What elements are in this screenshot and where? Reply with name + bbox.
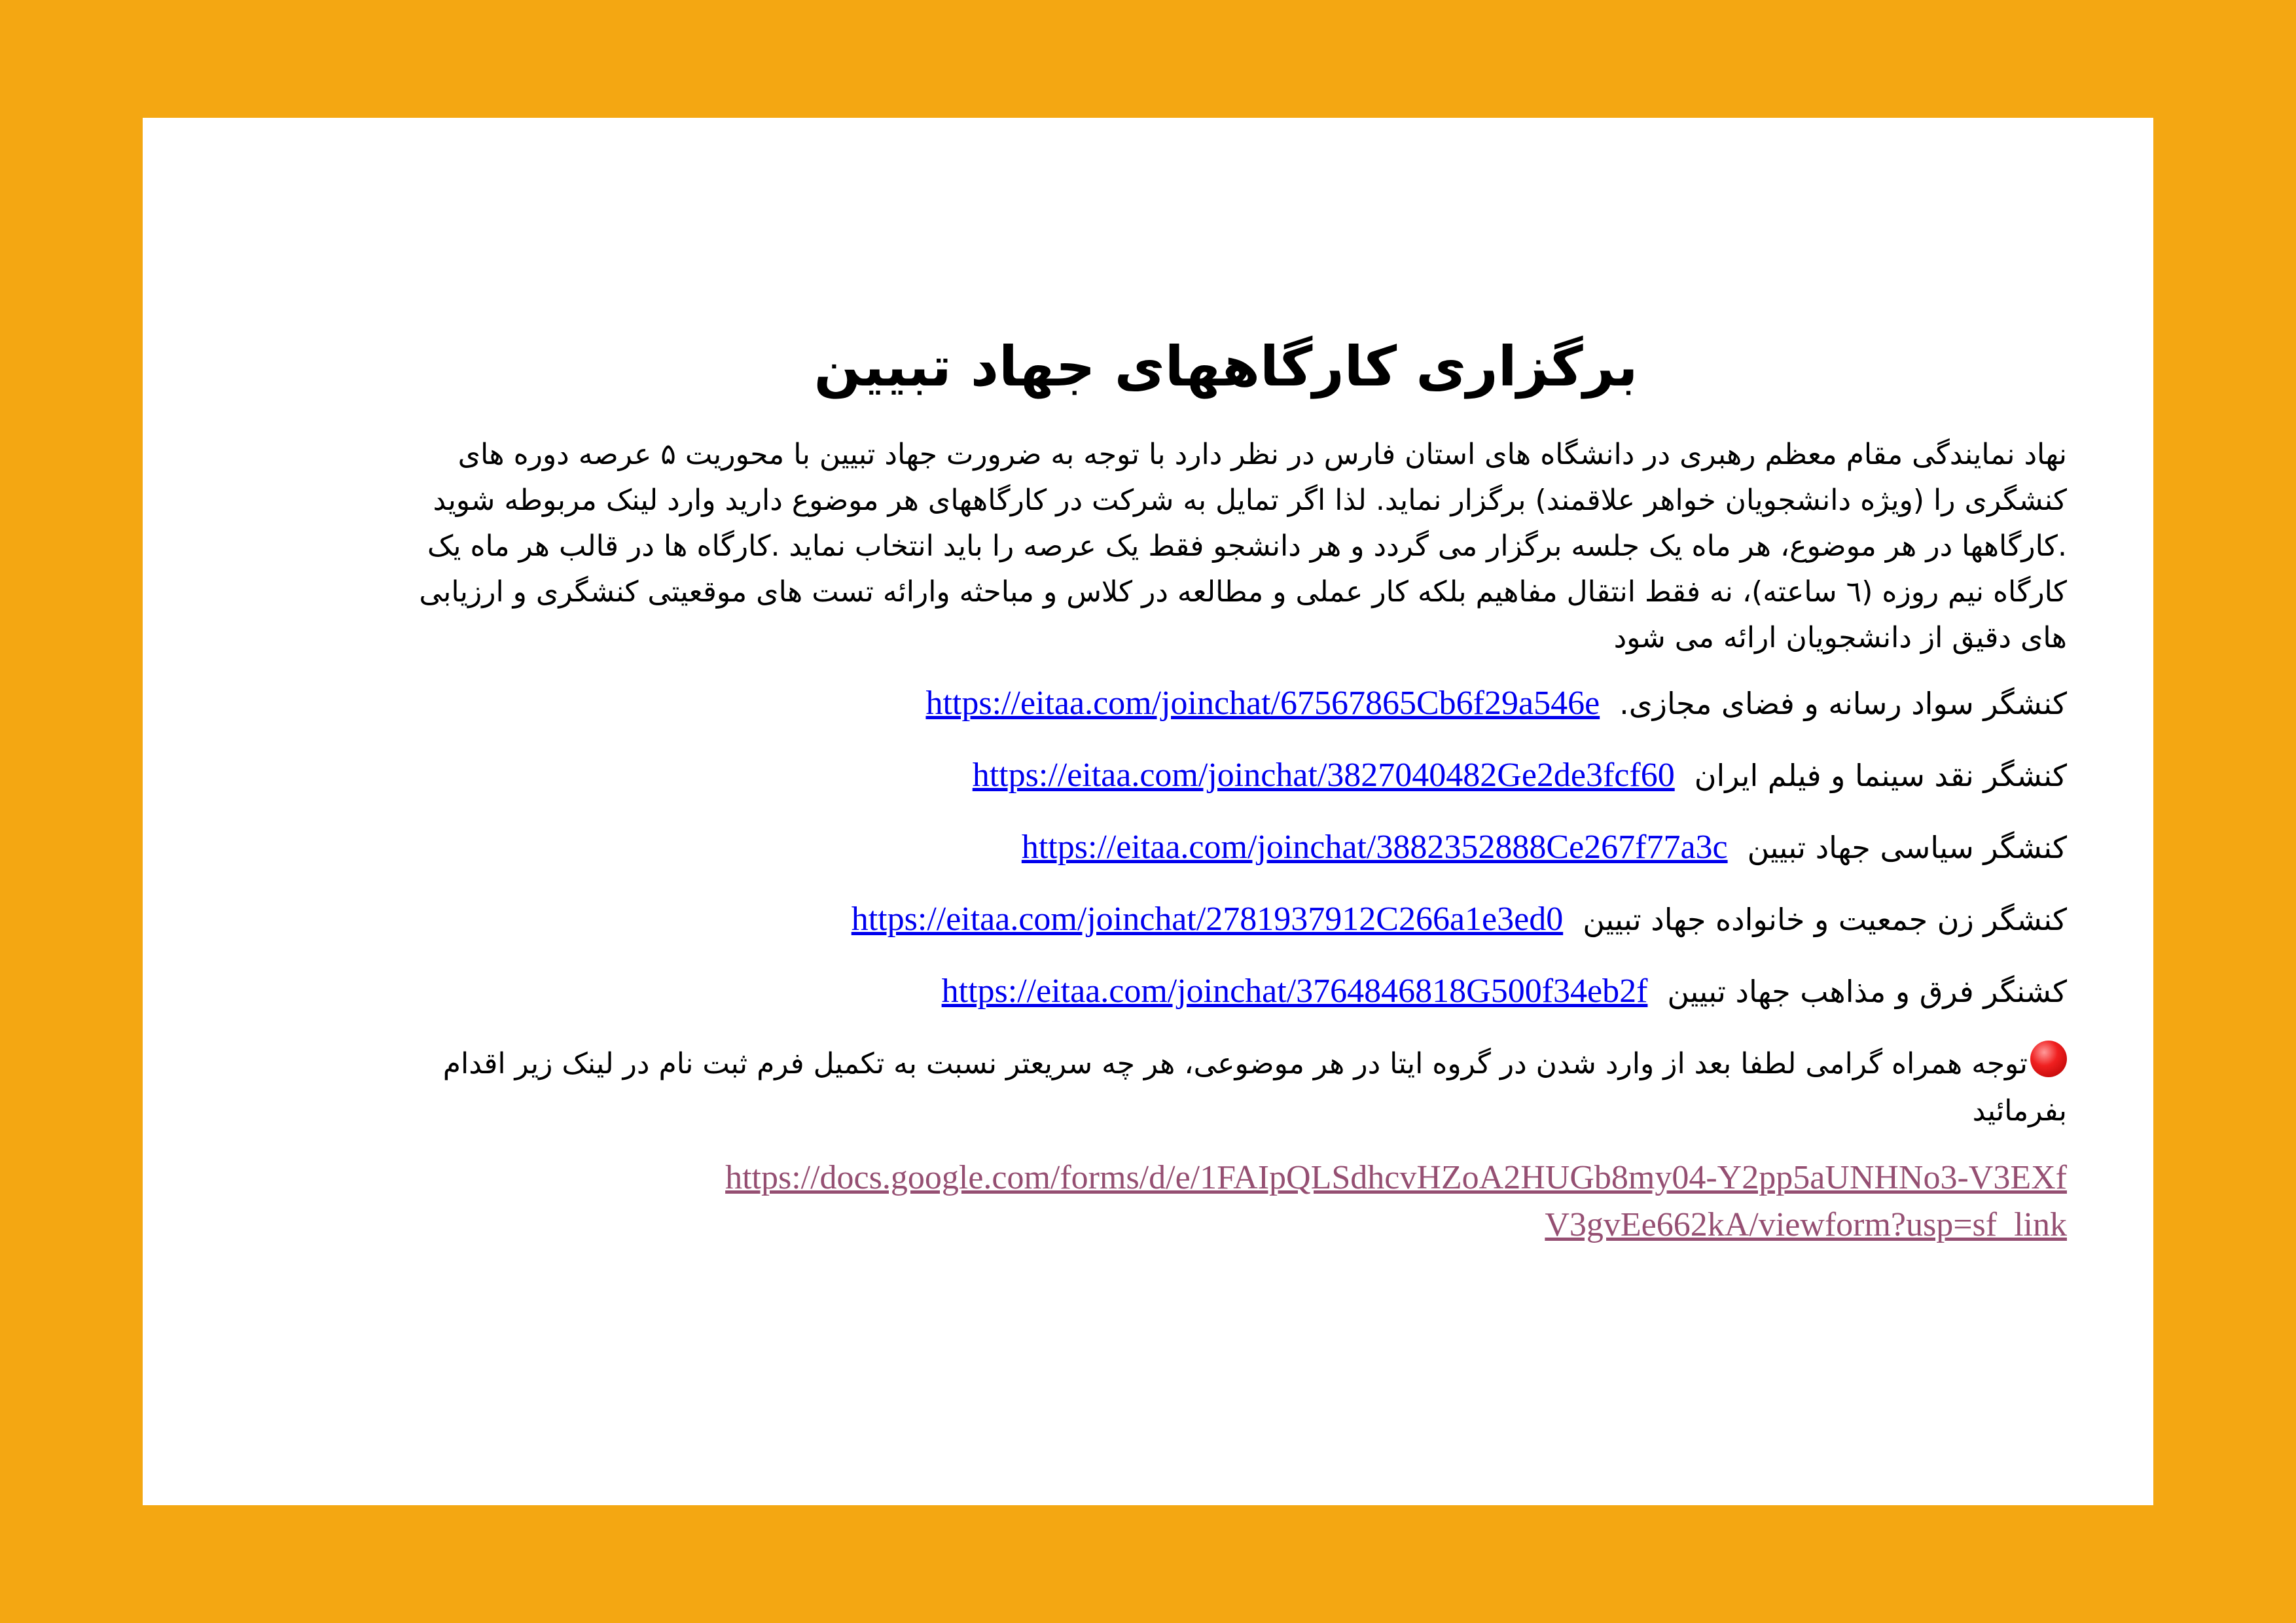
eitaa-link-women-family[interactable]: https://eitaa.com/joinchat/2781937912C266a1e3ed0 [851, 901, 1564, 938]
link-label: کنشگر نقد سینما و فیلم ایران [1694, 758, 2067, 793]
form-link-container [385, 1154, 2067, 1249]
link-label: کنشگر سیاسی جهاد تبیین [1747, 830, 2067, 865]
eitaa-link-political[interactable]: https://eitaa.com/joinchat/3882352888Ce267f77a3c [1021, 829, 1728, 866]
eitaa-link-media-literacy[interactable]: https://eitaa.com/joinchat/67567865Cb6f29a546e [925, 685, 1600, 722]
document-sheet [143, 118, 2153, 1505]
intro-paragraph: نهاد نمایندگی مقام معظم رهبری در دانشگاه های استان فارس در نظر دارد با توجه به ضرورت جهاد تبیین با محوریت ۵ عرصه دوره های کنشگری را (ویژه دانشجویان خواهر علاقمند) برگزار نماید. لذا اگر تمایل به شرکت در کارگاههای هر موضوع دارید وارد لینک مربوطه شوید .کارگاهها در هر موضوع، هر ماه یک جلسه برگزار می گردد و هر دانشجو فقط یک عرصه را باید انتخاب نماید .کارگاه ها در قالب هر ماه یک کارگاه نیم روزه (٦ ساعته)، نه فقط انتقال مفاهیم بلکه کار عملی و مطالعه در کلاس و مباحثه وارائه تست های موقعیتی کنشگری و ارزیابی های دقیق از دانشجویان ارائه می شود [419, 438, 2067, 654]
eitaa-link-cinema-critique[interactable]: https://eitaa.com/joinchat/3827040482Ge2de3fcf60 [972, 757, 1675, 794]
red-circle-icon [2030, 1041, 2067, 1077]
notice-text: توجه همراه گرامی لطفا بعد از وارد شدن در گروه ایتا در هر موضوعی، هر چه سریعتر نسبت به تکمیل فرم ثبت نام در لینک زیر اقدام بفرمائید [442, 1047, 2067, 1128]
notice-paragraph [385, 1041, 2067, 1135]
link-label: کنشگر سواد رسانه و فضای مجازی. [1619, 686, 2067, 721]
page-title: برگزاری کارگاههای جهاد تبیین [814, 334, 1638, 399]
document-content [385, 327, 2067, 1249]
link-label: کشنگر فرق و مذاهب جهاد تبیین [1667, 974, 2067, 1009]
link-row-cinema-critique [385, 753, 2067, 798]
link-row-media-literacy [385, 681, 2067, 726]
link-row-women-family [385, 897, 2067, 942]
link-row-sects-religions [385, 969, 2067, 1014]
google-form-link[interactable]: https://docs.google.com/forms/d/e/1FAIpQLSdhcvHZoA2HUGb8my04-Y2pp5aUNHNo3-V3EXfV3gvEe662kA/viewform?usp=sf_link [725, 1159, 2067, 1243]
link-label: کنشگر زن جمعیت و خانواده جهاد تبیین [1583, 902, 2067, 937]
eitaa-link-sects-religions[interactable]: https://eitaa.com/joinchat/3764846818G500f34eb2f [941, 972, 1648, 1010]
link-row-political [385, 825, 2067, 870]
